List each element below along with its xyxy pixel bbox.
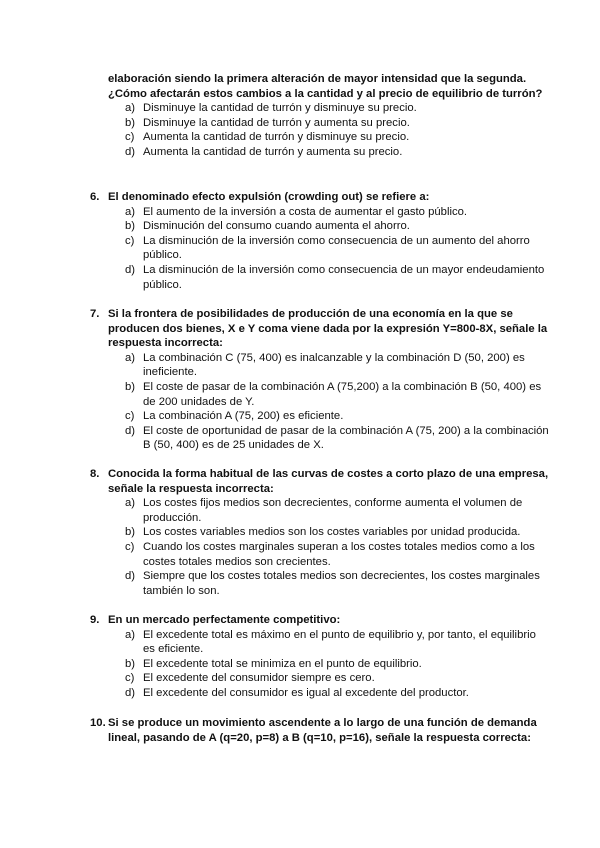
- question-text: En un mercado perfectamente competitivo:: [108, 614, 341, 626]
- option-item: [125, 569, 550, 598]
- question-5-continuation: [108, 72, 548, 160]
- question-10: [90, 716, 550, 745]
- option-text: Siempre que los costes totales medios son decrecientes, los costes marginales también lo son.: [143, 570, 540, 597]
- option-letter: a): [125, 205, 136, 218]
- option-item: [125, 628, 550, 657]
- option-letter: d): [125, 145, 136, 158]
- option-letter: c): [125, 234, 135, 247]
- question-text: Si se produce un movimiento ascendente a lo largo de una función de demanda lineal, pasando de A (q=20, p=8) a B (q=10, p=16), señale la respuesta correcta:: [108, 717, 537, 744]
- question-9: [90, 613, 550, 701]
- option-letter: b): [125, 116, 136, 129]
- option-text: El excedente del consumidor es igual al excedente del productor.: [143, 686, 469, 699]
- option-text: Aumenta la cantidad de turrón y disminuye su precio.: [143, 131, 410, 144]
- question-6: [90, 190, 550, 292]
- option-item: [125, 380, 550, 409]
- option-item: [125, 540, 550, 569]
- option-letter: a): [125, 497, 136, 510]
- option-letter: c): [125, 672, 135, 685]
- option-item: [125, 116, 548, 131]
- option-text: Cuando los costes marginales superan a los costes totales medios como a los costes totales medios son crecientes.: [143, 540, 535, 568]
- option-item: [125, 205, 550, 220]
- option-item: [125, 351, 550, 380]
- option-text: El coste de pasar de la combinación A (75,200) a la combinación B (50, 400) es de 200 unidades de Y.: [143, 380, 542, 408]
- question-options: [125, 351, 550, 453]
- option-item: [125, 263, 550, 292]
- question-number: 9.: [90, 614, 100, 626]
- option-text: El excedente total es máximo en el punto de equilibrio y, por tanto, el equilibrio es eficiente.: [143, 628, 536, 656]
- question-5-options: [125, 101, 548, 159]
- option-letter: b): [125, 380, 136, 393]
- option-item: [125, 101, 548, 116]
- option-item: [125, 657, 550, 672]
- option-text: El excedente total se minimiza en el punto de equilibrio.: [143, 657, 422, 670]
- option-letter: b): [125, 220, 136, 233]
- question-options: [125, 628, 550, 701]
- option-letter: b): [125, 526, 136, 539]
- option-item: [125, 145, 548, 160]
- option-letter: a): [125, 102, 136, 115]
- question-8: [90, 467, 550, 598]
- question-number: 6.: [90, 191, 100, 203]
- option-letter: c): [125, 410, 135, 423]
- question-number: 10.: [90, 717, 106, 729]
- option-text: Los costes variables medios son los costes variables por unidad producida.: [143, 526, 521, 539]
- question-text: El denominado efecto expulsión (crowding out) se refiere a:: [108, 191, 430, 203]
- option-letter: c): [125, 540, 135, 553]
- option-item: [125, 424, 550, 453]
- question-7: [90, 307, 550, 453]
- option-item: [125, 130, 548, 145]
- option-text: El coste de oportunidad de pasar de la combinación A (75, 200) a la combinación B (50, 400) es de 25 unidades de X.: [143, 424, 549, 452]
- option-letter: a): [125, 628, 136, 641]
- question-text: Conocida la forma habitual de las curvas de costes a corto plazo de una empresa, señale la respuesta incorrecta:: [108, 468, 549, 495]
- option-letter: c): [125, 131, 135, 144]
- option-letter: b): [125, 657, 136, 670]
- option-letter: d): [125, 686, 136, 699]
- option-item: [125, 525, 550, 540]
- option-text: Disminuye la cantidad de turrón y disminuye su precio.: [143, 102, 417, 115]
- option-text: La combinación A (75, 200) es eficiente.: [143, 410, 344, 423]
- option-item: [125, 409, 550, 424]
- question-options: [125, 205, 550, 293]
- option-text: El aumento de la inversión a costa de aumentar el gasto público.: [143, 205, 468, 218]
- option-text: Aumenta la cantidad de turrón y aumenta su precio.: [143, 145, 403, 158]
- option-letter: a): [125, 351, 136, 364]
- option-item: [125, 496, 550, 525]
- option-text: Disminuye la cantidad de turrón y aumenta su precio.: [143, 116, 410, 129]
- option-text: El excedente del consumidor siempre es cero.: [143, 672, 375, 685]
- question-text: Si la frontera de posibilidades de producción de una economía en la que se producen dos bienes, X e Y coma viene dada por la expresión Y=800-8X, señale la respuesta incorrecta:: [108, 308, 548, 350]
- option-item: [125, 234, 550, 263]
- option-item: [125, 671, 550, 686]
- option-letter: d): [125, 424, 136, 437]
- question-number: 8.: [90, 468, 100, 480]
- option-item: [125, 219, 550, 234]
- question-number: 7.: [90, 308, 100, 320]
- option-text: Los costes fijos medios son decrecientes, conforme aumenta el volumen de producción.: [143, 497, 523, 524]
- option-text: La disminución de la inversión como consecuencia de un aumento del ahorro público.: [143, 234, 530, 262]
- option-text: La disminución de la inversión como consecuencia de un mayor endeudamiento público.: [143, 263, 545, 291]
- option-letter: d): [125, 570, 136, 583]
- option-item: [125, 686, 550, 701]
- question-5-text: elaboración siendo la primera alteración de mayor intensidad que la segunda. ¿Cómo afectarán estos cambios a la cantidad y al precio de equilibrio de turrón?: [108, 73, 543, 100]
- question-options: [125, 496, 550, 598]
- option-letter: d): [125, 263, 136, 276]
- option-text: Disminución del consumo cuando aumenta el ahorro.: [143, 220, 410, 233]
- option-text: La combinación C (75, 400) es inalcanzable y la combinación D (50, 200) es ineficiente.: [143, 351, 525, 379]
